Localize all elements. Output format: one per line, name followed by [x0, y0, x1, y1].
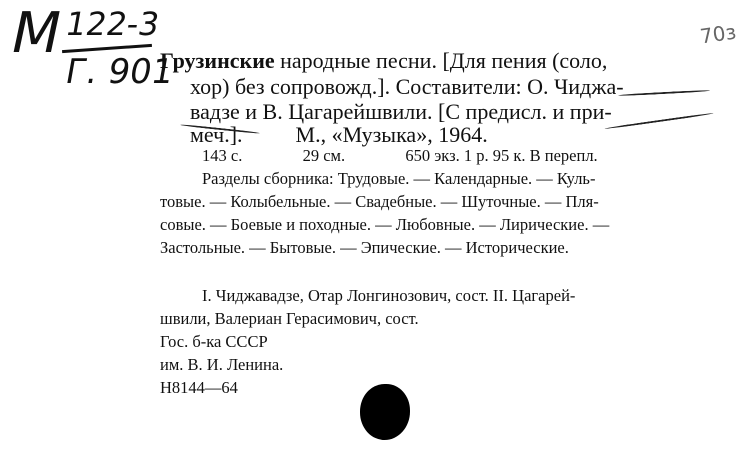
library-name: Гос. б-ка СССР — [160, 332, 268, 351]
entry-line-4 — [190, 122, 488, 148]
pen-scribble — [604, 112, 713, 129]
entry-imprint: М., «Музыка», 1964. — [295, 122, 488, 147]
physical-description — [202, 146, 598, 166]
entry-notes-abbrev: меч.]. — [190, 122, 243, 147]
shelfmark-bottom: Г. 901 — [62, 52, 177, 92]
physical-price: 650 экз. 1 р. 95 к. В перепл. — [405, 146, 598, 165]
contents-line: товые. — Колыбельные. — Свадебные. — Шуточные. — Пля- — [160, 192, 599, 211]
tracing-line: I. Чиджавадзе, Отар Лонгинозович, сост. II. Цагарей- — [202, 286, 576, 305]
shelfmark-letter: М — [5, 1, 66, 66]
library-name-2: им. В. И. Ленина. — [160, 355, 284, 374]
entry-line-1-rest: народные песни. [Для пения (соло, — [280, 48, 608, 73]
contents-line: совые. — Боевые и походные. — Любовные. — Лирические. — — [160, 215, 610, 234]
entry-line-1 — [160, 48, 607, 74]
physical-size: 29 см. — [302, 146, 346, 165]
card-number: Н8144—64 — [160, 378, 238, 397]
tracing-line: швили, Валериан Герасимович, сост. — [160, 309, 419, 328]
pen-scribble — [618, 90, 710, 97]
shelfmark-top: 122-3 — [62, 5, 163, 43]
entry-title: Грузинские — [160, 48, 275, 73]
corner-handwritten-mark: 70з — [698, 19, 738, 49]
contents-line: Разделы сборника: Трудовые. — Календарные. — Куль- — [202, 169, 596, 188]
physical-pages: 143 с. — [202, 146, 243, 165]
contents-line: Застольные. — Бытовые. — Эпические. — Исторические. — [160, 238, 569, 257]
entry-line-2: хор) без сопровожд.]. Составители: О. Чиджа- — [190, 74, 624, 99]
entry-line-3: вадзе и В. Цагарейшвили. [С предисл. и при- — [190, 99, 612, 124]
ink-blot — [360, 384, 410, 440]
